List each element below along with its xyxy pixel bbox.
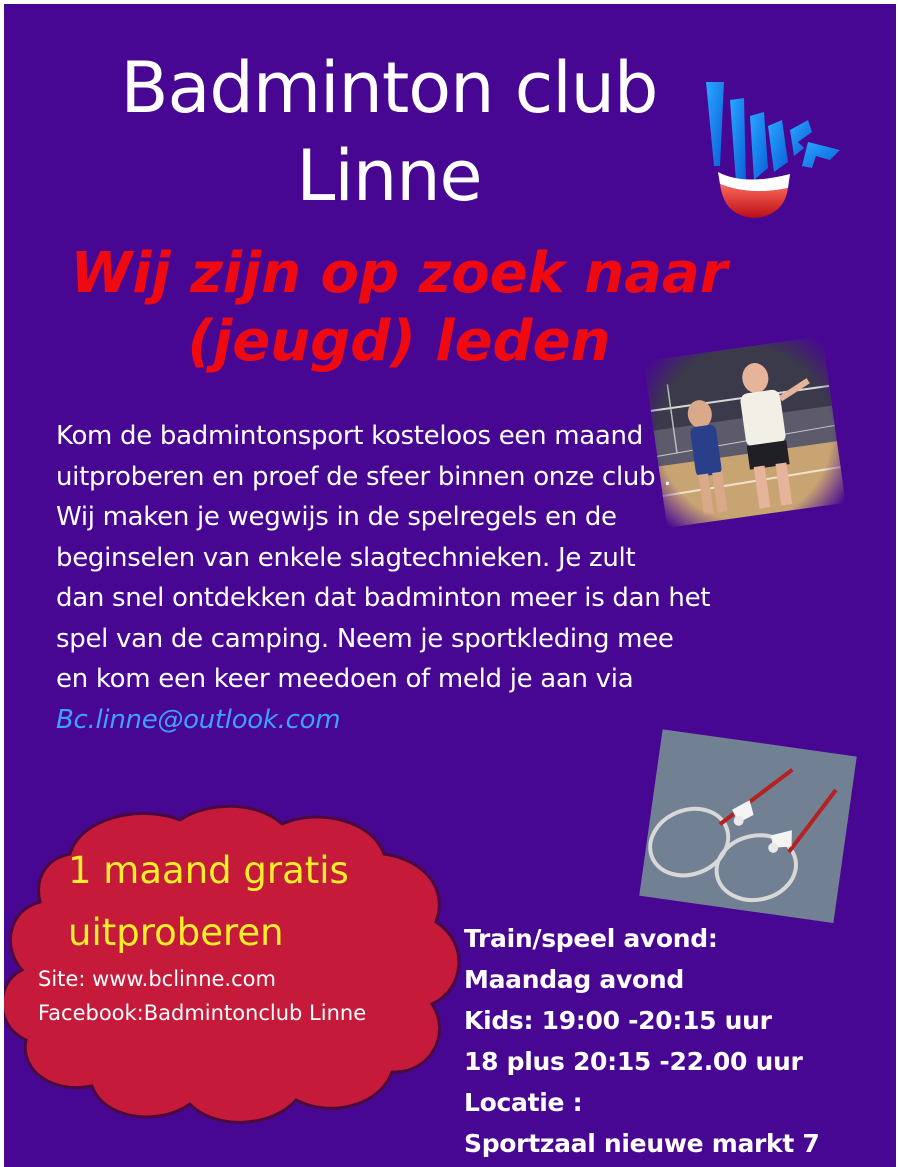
body-line: uitproberen en proef de sfeer binnen onze club . — [56, 461, 672, 492]
schedule-line: Train/speel avond: — [464, 924, 718, 953]
promo-line-1: 1 maand gratis — [68, 849, 349, 892]
page-title — [84, 44, 694, 220]
promo-title — [68, 840, 349, 964]
headline-line-1: Wij zijn op zoek naar — [70, 241, 728, 306]
schedule-line: Kids: 19:00 -20:15 uur — [464, 1006, 772, 1035]
body-line: beginselen van enkele slagtechnieken. Je zult — [56, 542, 636, 573]
body-line: Kom de badmintonsport kosteloos een maand — [56, 421, 643, 451]
body-line: en kom een keer meedoen of meld je aan via — [56, 664, 634, 694]
schedule-line: Maandag avond — [464, 965, 684, 994]
body-line: Wij maken je wegwijs in de spelregels en de — [56, 502, 617, 532]
title-line-2: Linne — [296, 135, 482, 217]
shuttlecock-logo-icon — [704, 76, 854, 226]
promo-line-2: uitproberen — [68, 911, 284, 954]
schedule-line: 18 plus 20:15 -22.00 uur — [464, 1047, 803, 1076]
rackets-shuttlecock-photo — [634, 728, 860, 924]
email-link[interactable]: Bc.linne@outlook.com — [56, 704, 341, 735]
headline-line-2: (jeugd) leden — [187, 309, 611, 374]
poster — [4, 4, 896, 1167]
body-text — [56, 416, 786, 740]
schedule-line: Sportzaal nieuwe markt 7 — [464, 1129, 820, 1158]
schedule-line: Locatie : — [464, 1088, 583, 1117]
facebook-link[interactable]: Facebook:Badmintonclub Linne — [38, 1001, 367, 1025]
headline — [64, 240, 734, 376]
body-line: spel van de camping. Neem je sportkleding mee — [56, 623, 674, 654]
title-line-1: Badminton club — [120, 47, 658, 129]
contact-links — [38, 962, 366, 1030]
site-link[interactable]: Site: www.bclinne.com — [38, 967, 276, 991]
body-line: dan snel ontdekken dat badminton meer is dan het — [56, 583, 711, 613]
schedule-info — [464, 918, 820, 1164]
